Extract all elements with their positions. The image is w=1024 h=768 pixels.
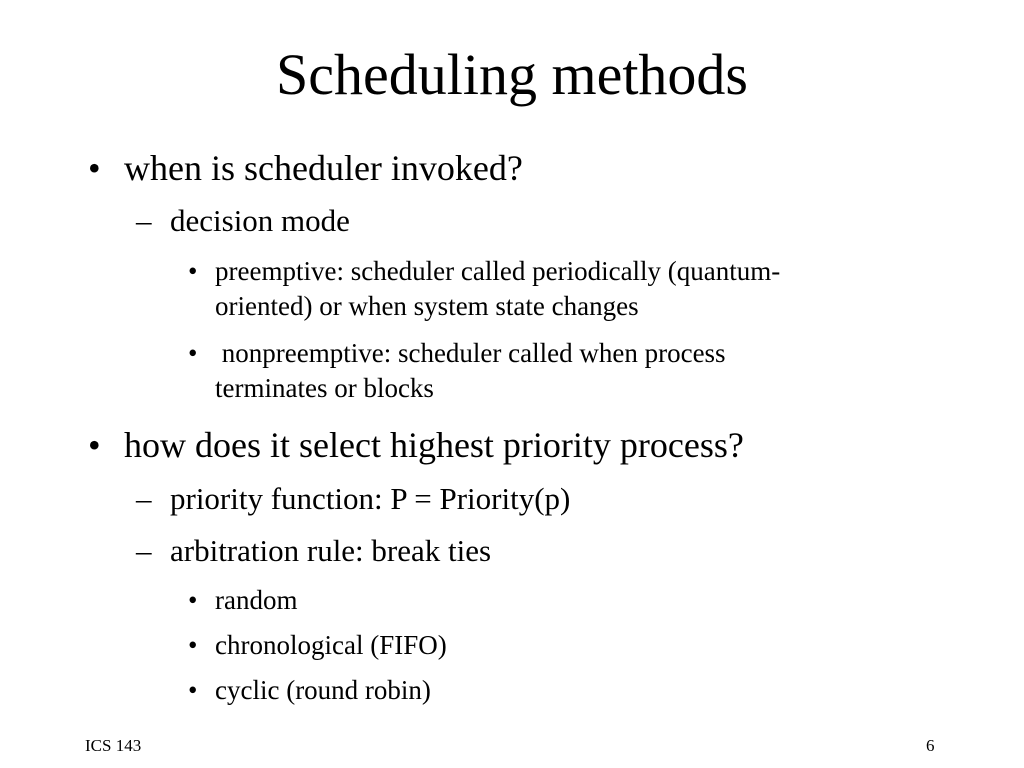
item-random: random	[215, 585, 298, 615]
item-nonpreemptive-line1: nonpreemptive: scheduler called when process	[215, 338, 726, 368]
sub-bullet-marker: •	[188, 630, 198, 660]
bullet-select-priority: how does it select highest priority process?	[124, 425, 744, 465]
sub-bullet-marker: •	[188, 338, 198, 368]
item-chronological: chronological (FIFO)	[215, 630, 447, 660]
slide-title: Scheduling methods	[275, 42, 748, 107]
sub-bullet-marker: •	[188, 256, 198, 286]
sub-decision-mode: decision mode	[170, 203, 350, 238]
sub-priority-function: priority function: P = Priority(p)	[170, 481, 571, 516]
item-preemptive-line1: preemptive: scheduler called periodically (quantum-	[215, 256, 781, 286]
dash-marker: –	[136, 533, 152, 568]
bullet-scheduler-invoked: when is scheduler invoked?	[124, 148, 523, 188]
sub-arbitration-rule: arbitration rule: break ties	[170, 533, 492, 568]
sub-bullet-marker: •	[188, 675, 198, 705]
item-nonpreemptive-line2: terminates or blocks	[215, 373, 434, 403]
dash-marker: –	[136, 203, 152, 238]
sub-bullet-marker: •	[188, 585, 198, 615]
item-preemptive-line2: oriented) or when system state changes	[215, 291, 639, 321]
footer-page-number: 6	[926, 736, 935, 755]
footer-course: ICS 143	[85, 736, 142, 755]
item-cyclic: cyclic (round robin)	[215, 675, 431, 705]
bullet-marker: •	[88, 425, 101, 465]
bullet-marker: •	[88, 148, 101, 188]
dash-marker: –	[136, 481, 152, 516]
